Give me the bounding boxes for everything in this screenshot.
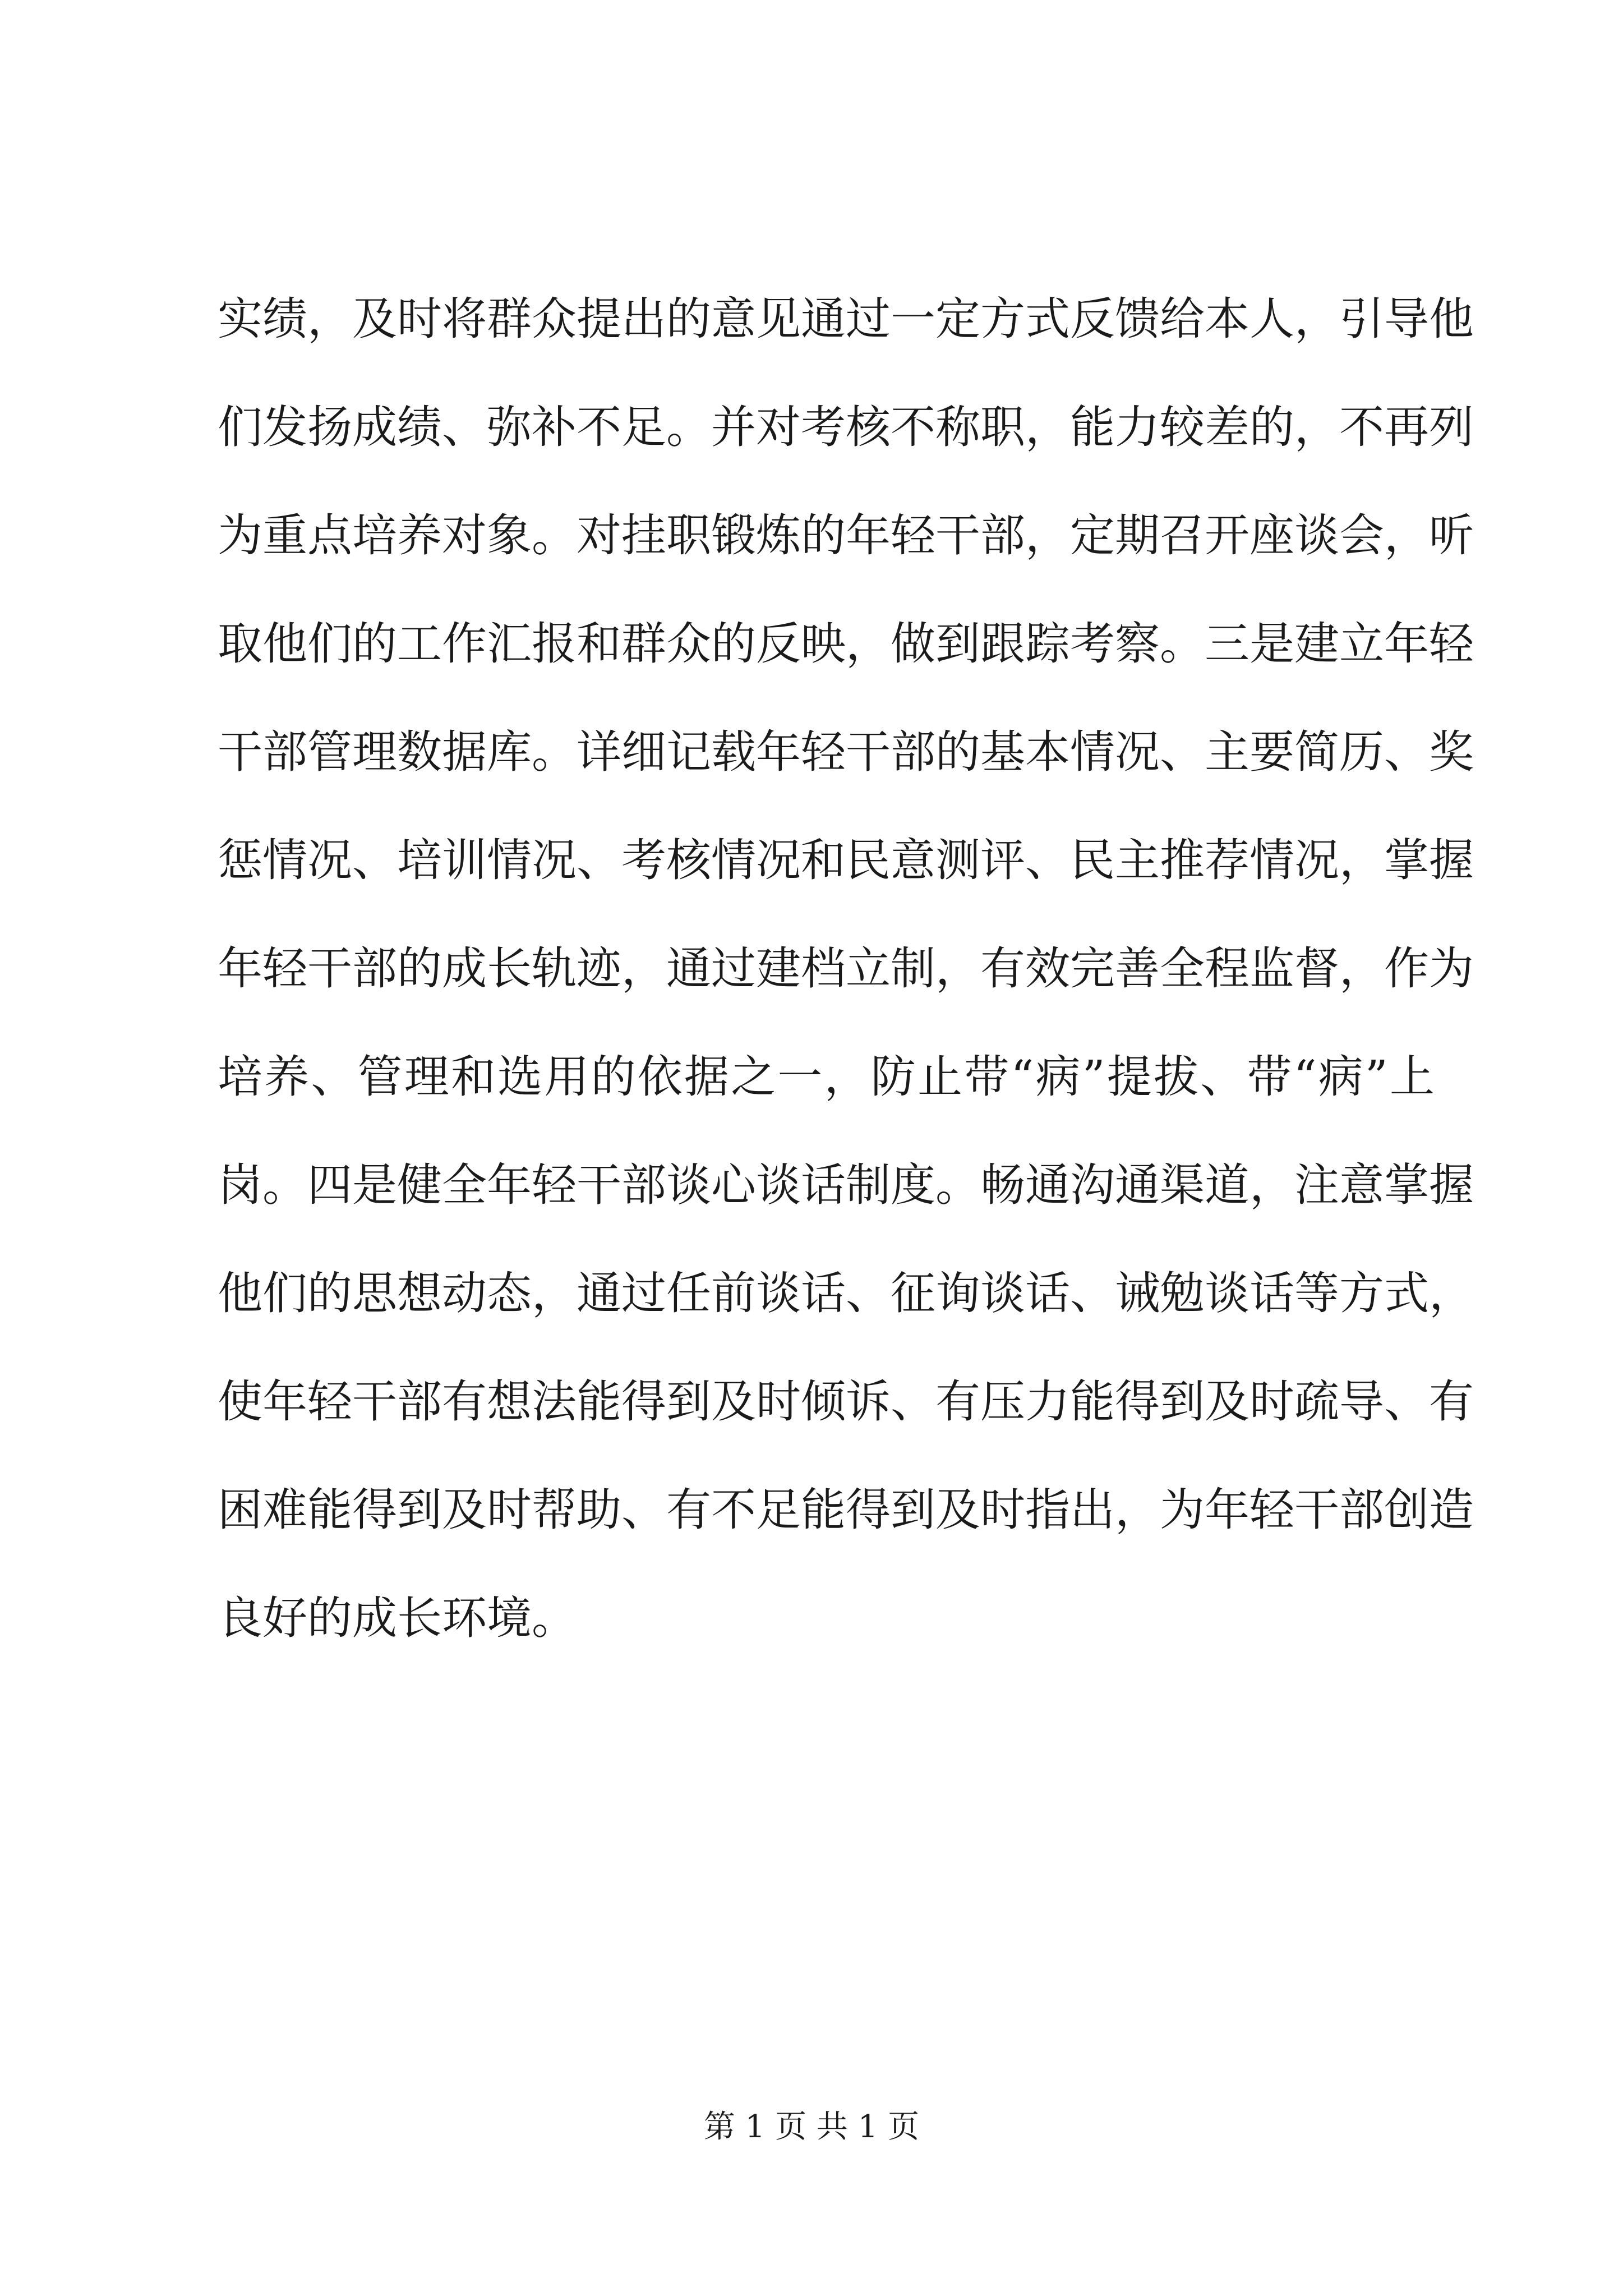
text-line: 培养、管理和选用的依据之一，防止带“病”提拔、带“病”上: [218, 1051, 1435, 1103]
page-number-footer: 第 1 页 共 1 页: [703, 2109, 920, 2145]
text-line: 使年轻干部有想法能得到及时倾诉、有压力能得到及时疏导、有: [218, 1375, 1474, 1428]
text-line: 取他们的工作汇报和群众的反映，做到跟踪考察。三是建立年轻: [218, 618, 1474, 670]
text-line: 为重点培养对象。对挂职锻炼的年轻干部，定期召开座谈会，听: [218, 509, 1474, 562]
text-line: 他们的思想动态，通过任前谈话、征询谈话、诫勉谈话等方式，: [218, 1267, 1474, 1319]
text-line: 困难能得到及时帮助、有不足能得到及时指出，为年轻干部创造: [218, 1484, 1474, 1536]
text-line: 们发扬成绩、弥补不足。并对考核不称职，能力较差的，不再列: [218, 401, 1474, 453]
text-line: 干部管理数据库。详细记载年轻干部的基本情况、主要简历、奖: [218, 726, 1474, 778]
text-line: 实绩，及时将群众提出的意见通过一定方式反馈给本人，引导他: [218, 293, 1474, 345]
text-line: 年轻干部的成长轨迹，通过建档立制，有效完善全程监督，作为: [218, 942, 1474, 995]
text-line: 惩情况、培训情况、考核情况和民意测评、民主推荐情况，掌握: [218, 834, 1474, 886]
text-line: 良好的成长环境。: [218, 1592, 577, 1644]
body-paragraph: [218, 265, 1474, 1672]
text-line: 岗。四是健全年轻干部谈心谈话制度。畅通沟通渠道，注意掌握: [218, 1159, 1474, 1211]
